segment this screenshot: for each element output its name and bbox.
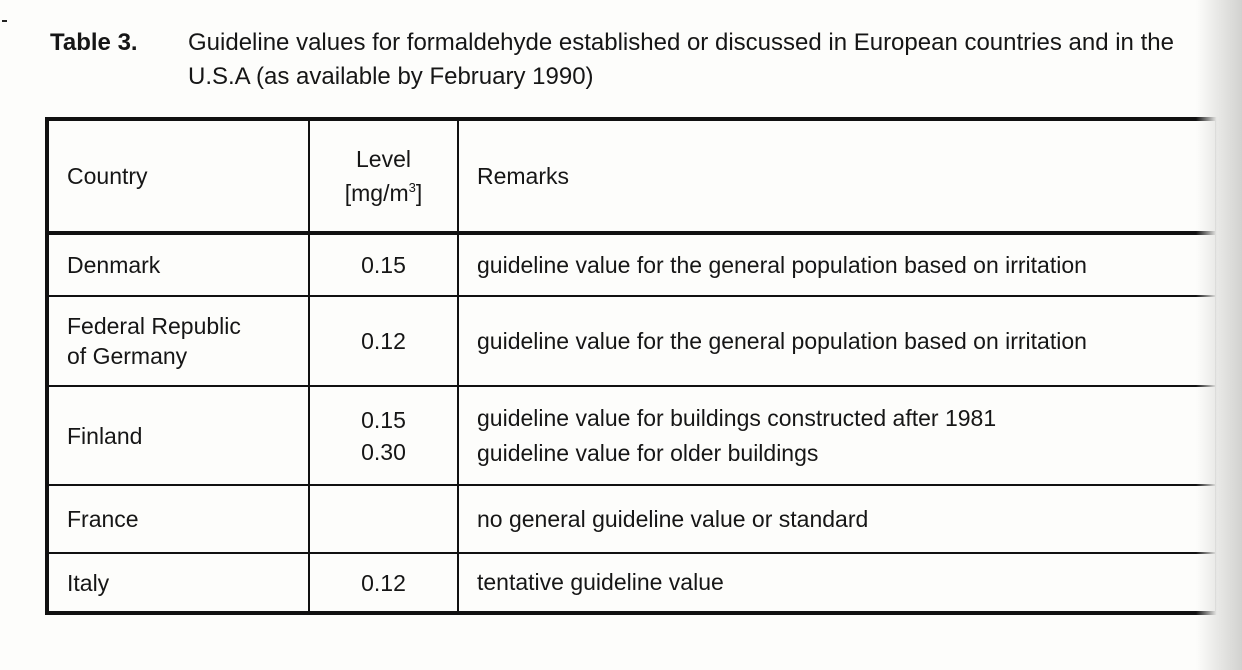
country-cell: France bbox=[47, 485, 309, 553]
table-row bbox=[47, 296, 1217, 386]
country-cell bbox=[47, 296, 309, 386]
unit-exponent: 3 bbox=[408, 180, 416, 195]
page-edge-shadow bbox=[1196, 0, 1242, 670]
header-level bbox=[309, 119, 458, 233]
level-cell bbox=[309, 386, 458, 485]
country-cell: Finland bbox=[47, 386, 309, 485]
level-cell: 0.12 bbox=[309, 553, 458, 613]
country-cell: Italy bbox=[47, 553, 309, 613]
header-remarks: Remarks bbox=[458, 119, 1217, 233]
remarks-cell: guideline value for the general population based on irritation bbox=[458, 233, 1217, 296]
country-line: Federal Republic bbox=[67, 313, 241, 339]
header-row bbox=[47, 119, 1217, 233]
country-cell: Denmark bbox=[47, 233, 309, 296]
level-value: 0.30 bbox=[361, 438, 406, 465]
level-cell: 0.12 bbox=[309, 296, 458, 386]
table-row bbox=[47, 553, 1217, 613]
table-body bbox=[47, 233, 1217, 613]
caption-label: Table 3. bbox=[50, 29, 138, 56]
remarks-cell: tentative guideline value bbox=[458, 553, 1217, 613]
table-row bbox=[47, 386, 1217, 485]
remark-line: guideline value for older buildings bbox=[477, 439, 819, 466]
header-country: Country bbox=[47, 119, 309, 233]
caption-text: Guideline values for formaldehyde established or discussed in European countries and in the U.S.A (as available by February 1990) bbox=[188, 29, 1174, 90]
guideline-table bbox=[45, 117, 1219, 615]
level-value: 0.15 bbox=[361, 406, 406, 433]
table-header bbox=[47, 119, 1217, 233]
header-level-unit bbox=[328, 176, 439, 210]
remark-line: guideline value for buildings constructed after 1981 bbox=[477, 404, 997, 431]
level-cell bbox=[309, 485, 458, 553]
unit-suffix: ] bbox=[415, 180, 423, 206]
unit-prefix: [mg/m bbox=[344, 180, 409, 206]
remarks-cell: no general guideline value or standard bbox=[458, 485, 1217, 553]
remarks-cell: guideline value for the general population based on irritation bbox=[458, 296, 1217, 386]
country-line: of Germany bbox=[67, 343, 188, 369]
scan-speck bbox=[2, 20, 7, 22]
remarks-cell bbox=[458, 386, 1217, 485]
table-row bbox=[47, 485, 1217, 553]
level-cell: 0.15 bbox=[309, 233, 458, 296]
header-level-title: Level bbox=[356, 146, 411, 172]
table-row bbox=[47, 233, 1217, 296]
